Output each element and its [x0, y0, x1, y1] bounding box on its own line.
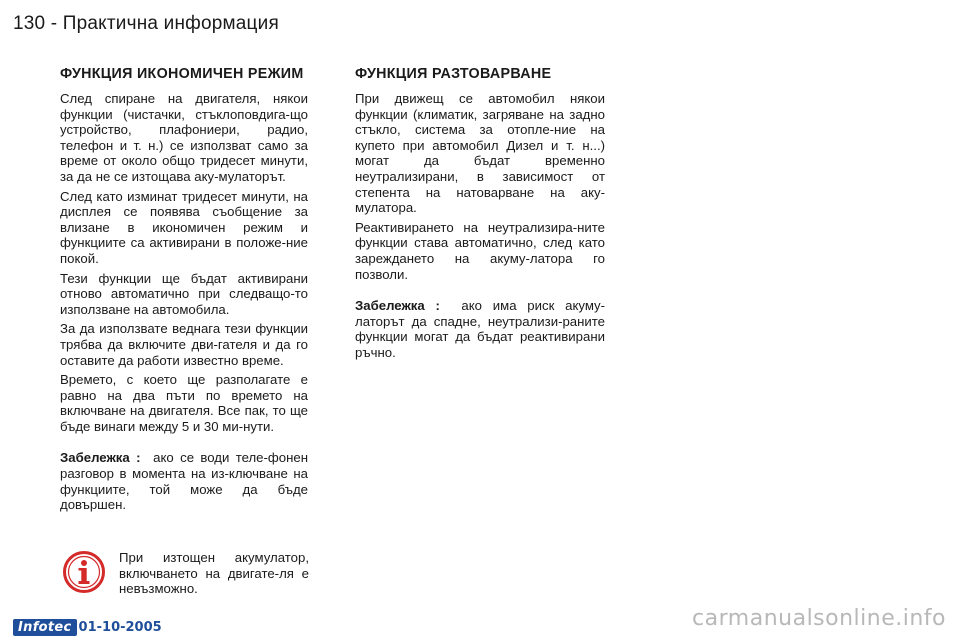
paragraph: За да използвате веднага тези функции трябва да включите дви-гателя и да го оставите да работи известно време.: [60, 321, 308, 368]
watermark: carmanualsonline.info: [692, 606, 946, 631]
infotec-logo: Infotec: [13, 619, 77, 636]
paragraph: При движещ се автомобил някои функции (климатик, загряване на задно стъкло, система за отопле-ние на купето при автомобил Дизел и т. н...) могат да бъдат временно неутрализирани, в зависимост от степента на натоварване на аку-мулатора.: [355, 91, 605, 216]
note-label: Забележка :: [60, 450, 141, 466]
economy-mode-section: [60, 66, 308, 517]
paragraph: След като изминат тридесет минути, на дисплея се появява съобщение за влизане в икономичен режим и функциите са активирани в положе-ние покой.: [60, 188, 308, 266]
info-icon: [62, 550, 106, 594]
economy-mode-heading: ФУНКЦИЯ ИКОНОМИЧЕН РЕЖИМ: [60, 66, 304, 82]
note-text: ако има риск акуму-латорът да спадне, неутрализи-раните функции могат да бъдат реактивирани ръчно.: [355, 298, 606, 360]
footer-brand: [13, 619, 162, 636]
note: [355, 298, 605, 360]
load-shedding-section: [355, 66, 605, 365]
page-title: 130 - Практична информация: [13, 13, 279, 34]
footer-date: 01-10-2005: [78, 620, 162, 635]
paragraph: Тези функции ще бъдат активирани отново автоматично при следващо-то използване на автомобила.: [60, 270, 308, 317]
note-text: ако се води теле-фонен разговор в момента на из-ключване на функциите, той може да бъде довършен.: [60, 450, 308, 513]
note: [60, 450, 308, 512]
note-label: Забележка :: [355, 298, 440, 314]
info-text: При изтощен акумулатор, включването на двигате-ля е невъзможно.: [119, 550, 309, 597]
paragraph: Времето, с което ще разполагате е равно на два пъти по времето на включване на двигателя. Все пак, то ще бъде винаги между 5 и 30 ми-нути.: [60, 372, 308, 434]
load-shedding-heading: ФУНКЦИЯ РАЗТОВАРВАНЕ: [355, 66, 552, 82]
paragraph: След спиране на двигателя, някои функции (чистачки, стъклоповдига-що устройство, плафониери, радио, телефон и т. н.) се използват само за време от около общо тридесет минути, за да не се изтощава аку-мулаторът.: [60, 91, 308, 184]
paragraph: Реактивирането на неутрализира-ните функции става автоматично, след като зареждането на акуму-латора го позволи.: [355, 219, 605, 282]
info-box: [62, 550, 310, 596]
